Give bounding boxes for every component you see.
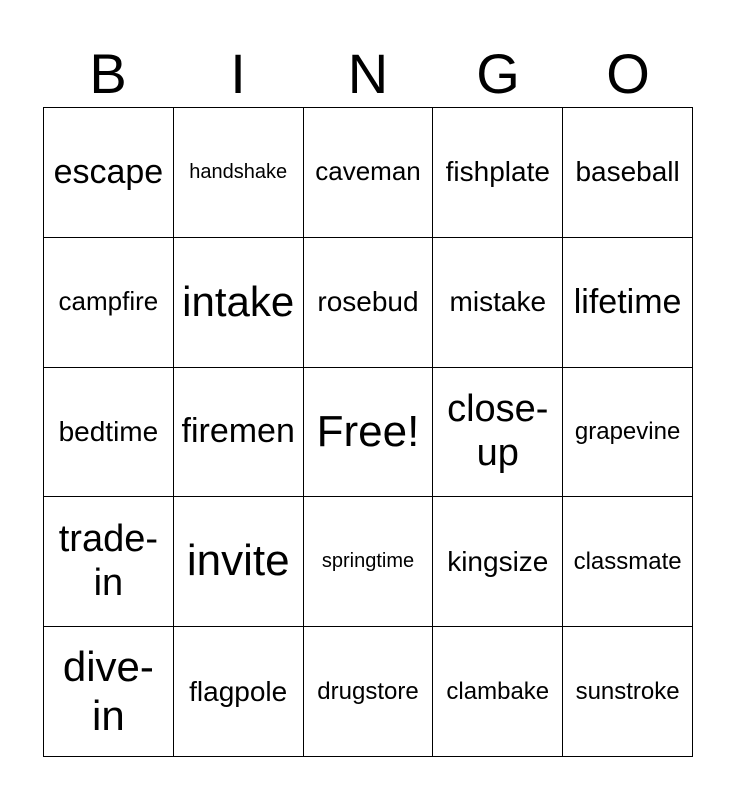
cell-label: invite	[186, 536, 290, 586]
bingo-header	[43, 42, 693, 106]
cell-label: fishplate	[445, 156, 550, 188]
header-letter-b: B	[89, 42, 127, 105]
free-space-cell[interactable]	[304, 368, 434, 498]
cell-label: lifetime	[573, 282, 682, 321]
cell-label: trade-in	[58, 518, 159, 604]
cell-label: grapevine	[574, 418, 681, 446]
cell-label: flagpole	[189, 675, 288, 707]
free-space-label: Free!	[316, 406, 420, 456]
bingo-cell[interactable]	[304, 497, 434, 627]
bingo-cell[interactable]	[174, 497, 304, 627]
cell-label: classmate	[573, 547, 682, 575]
bingo-cell[interactable]	[44, 497, 174, 627]
cell-label: rosebud	[317, 286, 419, 318]
bingo-cell[interactable]	[174, 108, 304, 238]
bingo-cell[interactable]	[304, 108, 434, 238]
cell-label: intake	[182, 278, 295, 326]
cell-label: clambake	[446, 677, 550, 705]
bingo-cell[interactable]	[563, 108, 693, 238]
cell-label: kingsize	[447, 545, 549, 577]
cell-label: handshake	[189, 160, 288, 183]
bingo-cell[interactable]	[174, 627, 304, 757]
cell-label: mistake	[449, 286, 547, 318]
cell-label: sunstroke	[575, 677, 680, 705]
header-letter-g: G	[476, 42, 520, 105]
bingo-cell[interactable]	[563, 368, 693, 498]
cell-label: springtime	[321, 550, 415, 573]
bingo-card	[43, 107, 693, 757]
bingo-cell[interactable]	[44, 108, 174, 238]
header-letter-n: N	[347, 42, 389, 105]
cell-label: close-up	[447, 388, 549, 474]
bingo-cell[interactable]	[433, 108, 563, 238]
cell-label: drugstore	[317, 677, 419, 705]
bingo-cell[interactable]	[174, 238, 304, 368]
bingo-cell[interactable]	[563, 497, 693, 627]
bingo-cell[interactable]	[44, 627, 174, 757]
cell-label: caveman	[315, 156, 421, 187]
header-letter-i: I	[230, 42, 246, 105]
bingo-cell[interactable]	[433, 368, 563, 498]
cell-label: campfire	[58, 286, 159, 317]
header-letter-o: O	[606, 42, 650, 105]
bingo-cell[interactable]	[433, 497, 563, 627]
cell-label: bedtime	[58, 415, 159, 447]
bingo-cell[interactable]	[304, 627, 434, 757]
cell-label: baseball	[575, 156, 680, 188]
bingo-cell[interactable]	[563, 627, 693, 757]
bingo-cell[interactable]	[433, 627, 563, 757]
bingo-cell[interactable]	[563, 238, 693, 368]
cell-label: escape	[53, 152, 164, 191]
bingo-cell[interactable]	[174, 368, 304, 498]
bingo-cell[interactable]	[433, 238, 563, 368]
bingo-cell[interactable]	[304, 238, 434, 368]
bingo-cell[interactable]	[44, 368, 174, 498]
cell-label: dive-in	[62, 643, 154, 739]
bingo-cell[interactable]	[44, 238, 174, 368]
cell-label: firemen	[181, 412, 295, 451]
